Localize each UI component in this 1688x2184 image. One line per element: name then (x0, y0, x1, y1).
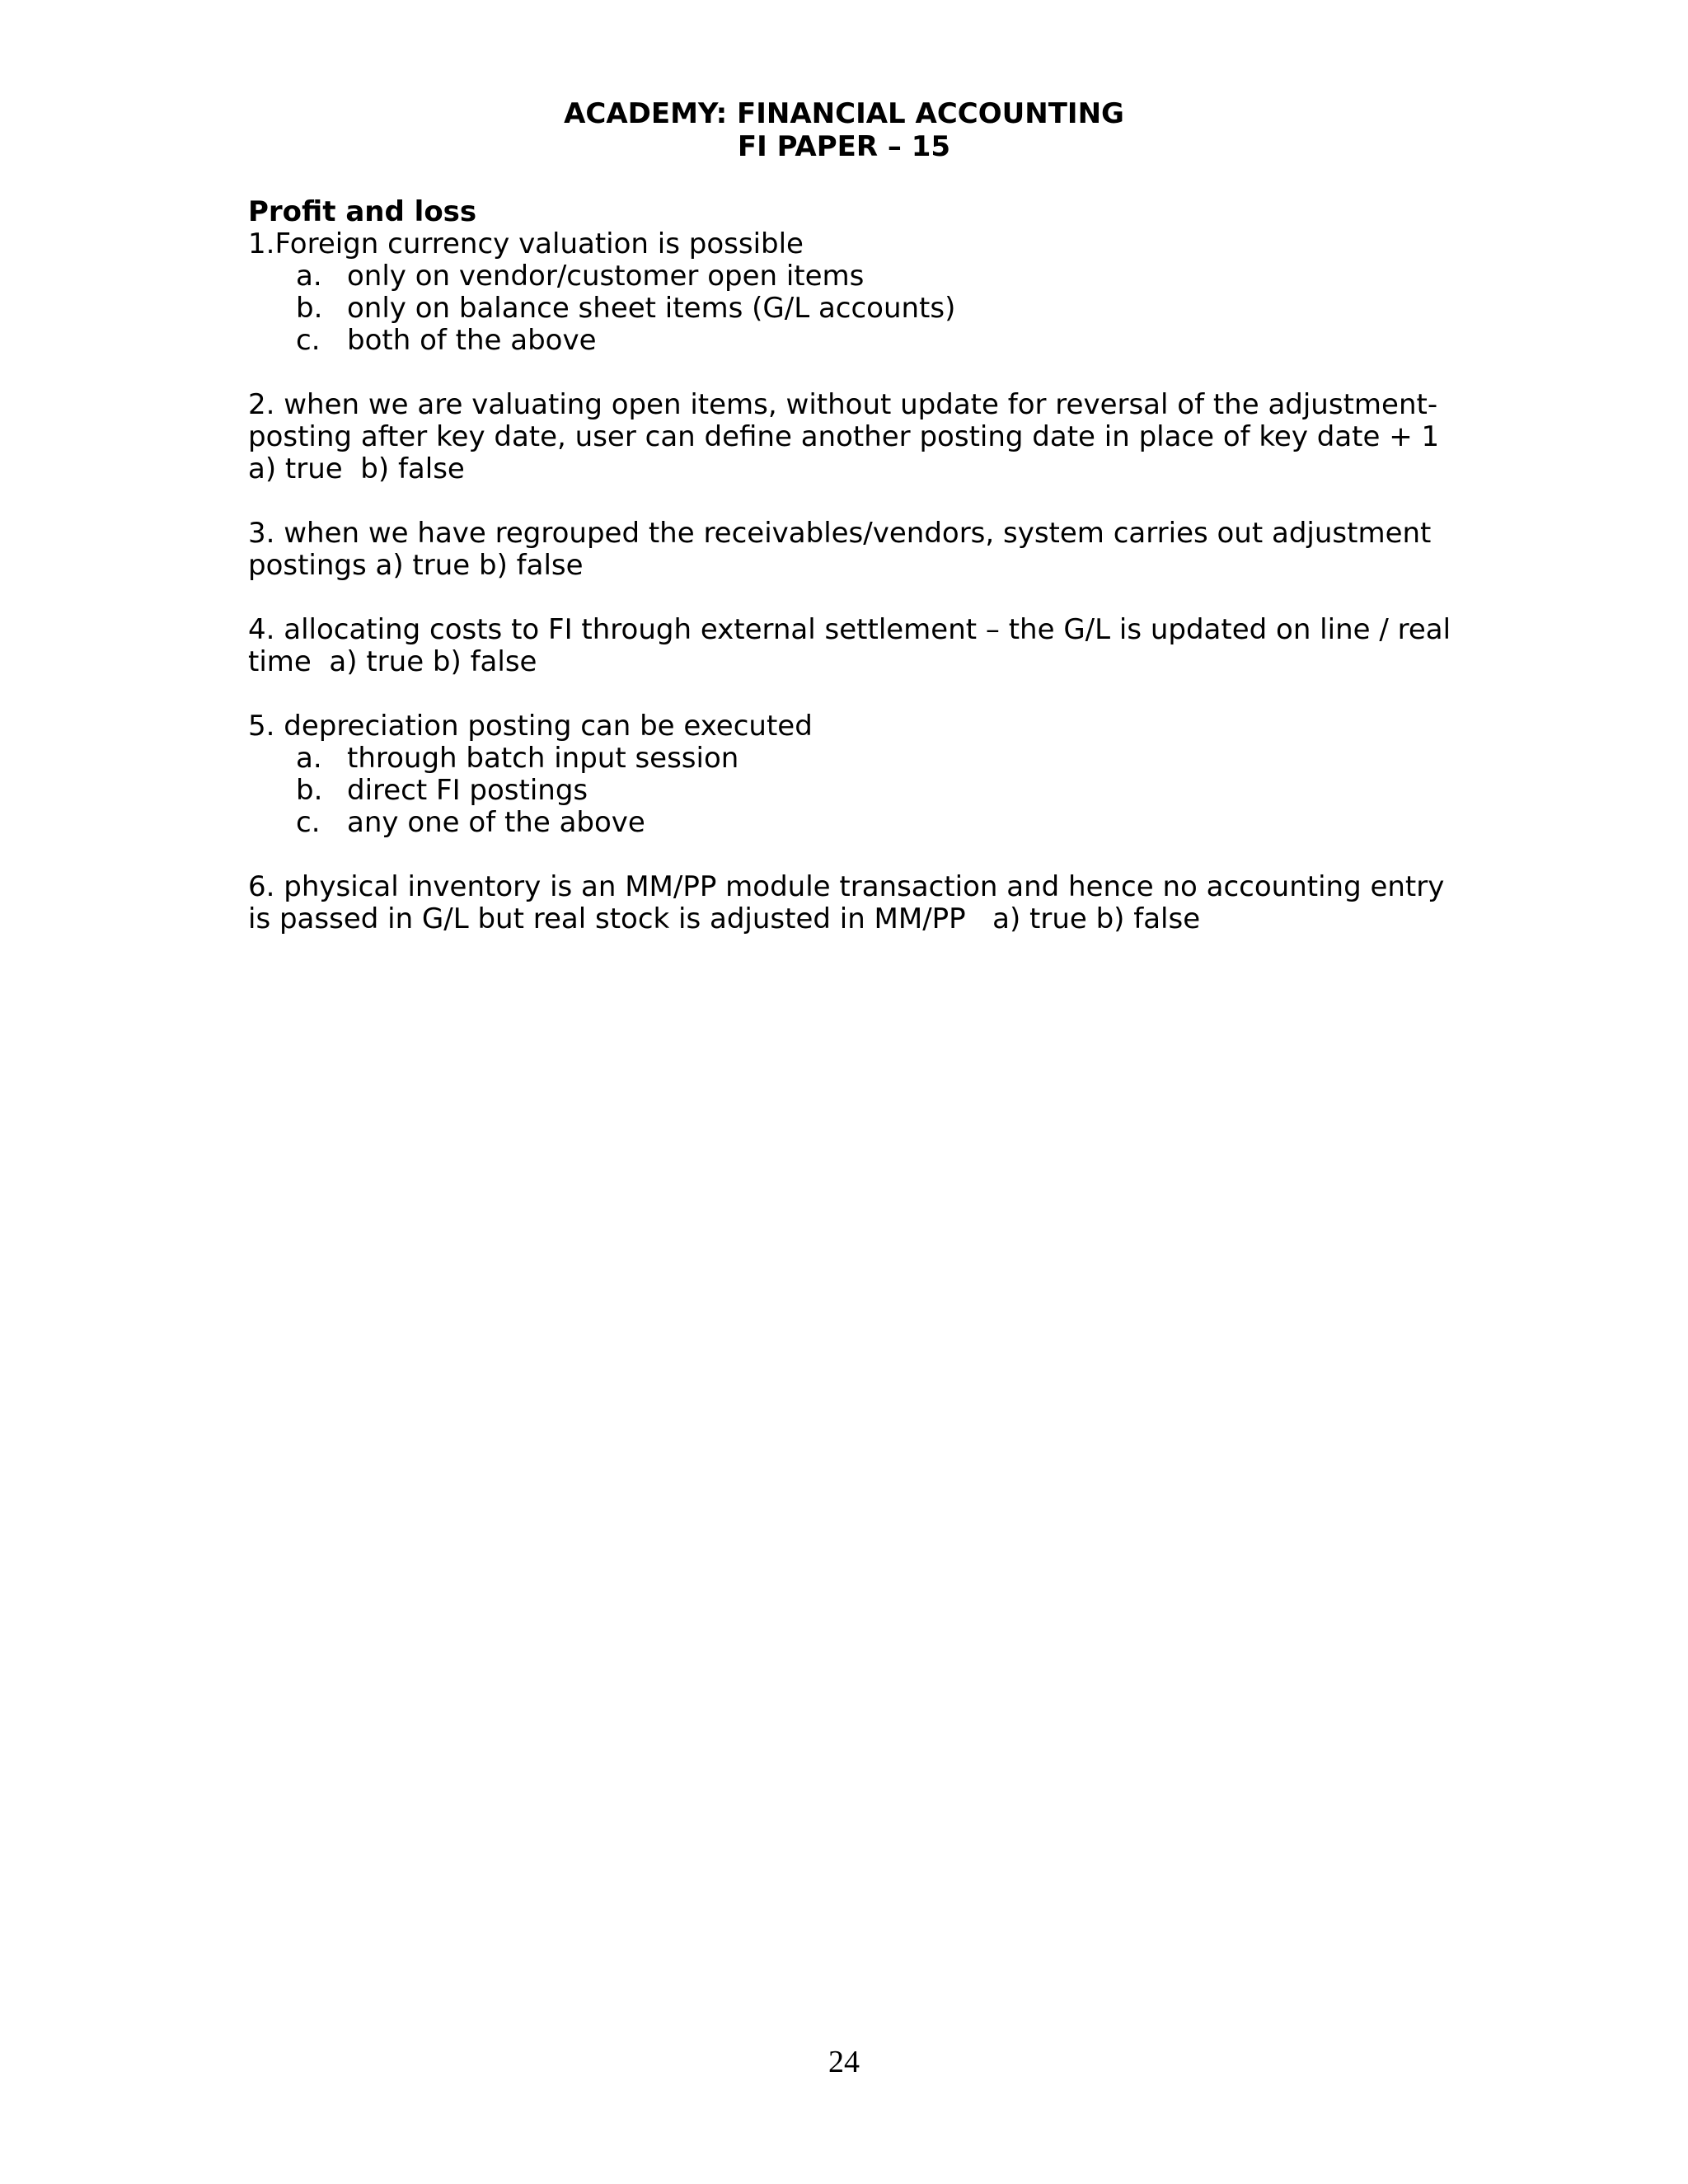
spacer (248, 582, 1451, 614)
question-4 (248, 614, 1451, 678)
question-5 (248, 710, 1451, 839)
answer-option (248, 325, 1451, 357)
question-line: posting after key date, user can define another posting date in place of key date + 1 (248, 420, 1440, 453)
option-marker: a. (296, 742, 322, 775)
question-line: 4. allocating costs to FI through external settlement – the G/L is updated on line / real (248, 613, 1451, 646)
question-line: time a) true b) false (248, 645, 537, 678)
question-line: 3. when we have regrouped the receivables/vendors, system carries out adjustment (248, 517, 1432, 550)
option-marker: a. (296, 260, 322, 293)
document-body (248, 196, 1451, 935)
answer-option (248, 743, 1451, 775)
question-2 (248, 389, 1451, 485)
option-marker: b. (296, 774, 323, 807)
option-text: any one of the above (347, 806, 645, 839)
spacer (248, 678, 1451, 710)
spacer (248, 357, 1451, 389)
spacer (248, 485, 1451, 518)
option-marker: b. (296, 292, 323, 325)
option-text: through batch input session (347, 742, 739, 775)
question-line: 6. physical inventory is an MM/PP module transaction and hence no accounting entry (248, 870, 1445, 903)
option-text: both of the above (347, 324, 597, 357)
answer-option (248, 293, 1451, 325)
question-text: 5. depreciation posting can be executed (248, 710, 813, 743)
question-line: 2. when we are valuating open items, without update for reversal of the adjustment- (248, 388, 1438, 421)
option-marker: c. (296, 324, 321, 357)
question-6 (248, 871, 1451, 935)
option-text: only on balance sheet items (G/L accounts) (347, 292, 956, 325)
question-line: postings a) true b) false (248, 549, 584, 582)
option-text: direct FI postings (347, 774, 588, 807)
spacer (248, 839, 1451, 871)
header-subtitle: FI PAPER – 15 (737, 130, 951, 163)
question-text: 1.Foreign currency valuation is possible (248, 227, 804, 260)
answer-option (248, 775, 1451, 807)
page-header (0, 97, 1688, 163)
option-text: only on vendor/customer open items (347, 260, 865, 293)
question-line: a) true b) false (248, 452, 465, 485)
section-title: Profit and loss (248, 195, 477, 228)
option-marker: c. (296, 806, 321, 839)
page-number: 24 (828, 2045, 860, 2079)
question-line: is passed in G/L but real stock is adjusted in MM/PP a) true b) false (248, 902, 1201, 935)
header-title: ACADEMY: FINANCIAL ACCOUNTING (564, 97, 1124, 130)
question-3 (248, 518, 1451, 582)
answer-option (248, 260, 1451, 293)
answer-option (248, 807, 1451, 839)
question-1 (248, 228, 1451, 357)
